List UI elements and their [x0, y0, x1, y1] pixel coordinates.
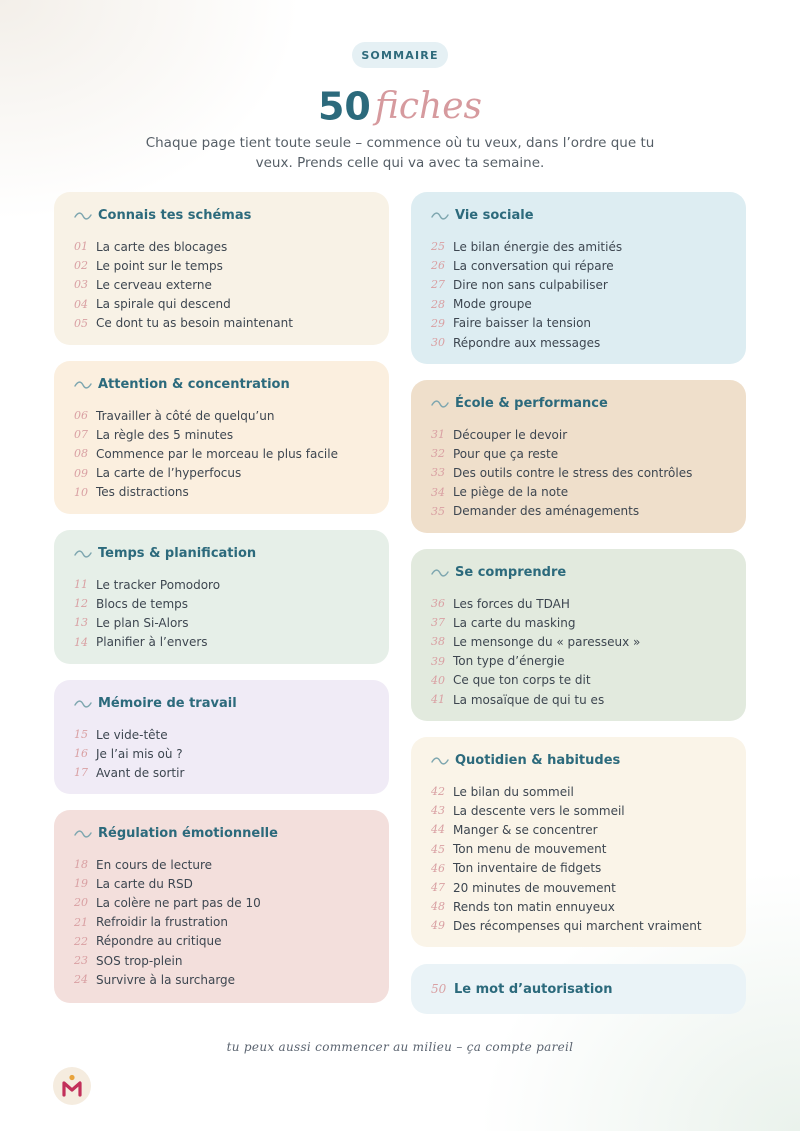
sheet-title: Répondre au critique	[96, 934, 222, 949]
sheet-title: La colère ne part pas de 10	[96, 895, 261, 910]
sheet-title: La spirale qui descend	[96, 297, 231, 312]
sheet-number: 41	[431, 693, 445, 707]
sheet-item[interactable]	[431, 502, 726, 521]
section-card-vie-sociale	[411, 192, 746, 364]
sheet-item[interactable]	[74, 594, 369, 613]
title-word: fiches	[374, 85, 483, 127]
sheet-item[interactable]	[431, 652, 726, 671]
section-card-temps-planification	[54, 530, 389, 664]
sheet-item[interactable]	[431, 632, 726, 651]
sheet-item[interactable]	[431, 237, 726, 256]
sheet-title: Mode groupe	[453, 297, 532, 312]
sheet-number: 44	[431, 823, 445, 837]
sheet-item[interactable]	[431, 275, 726, 294]
sheet-item[interactable]	[431, 314, 726, 333]
section-title: Vie sociale	[455, 208, 534, 223]
sheet-number: 30	[431, 336, 445, 350]
sheet-number: 29	[431, 316, 445, 330]
section-header	[74, 825, 369, 842]
wave-icon	[74, 829, 92, 839]
sheet-number: 43	[431, 804, 445, 818]
sheet-title: Le bilan énergie des amitiés	[453, 239, 623, 254]
sheet-title: Des récompenses qui marchent vraiment	[453, 918, 702, 933]
sheet-number: 33	[431, 466, 445, 480]
sheet-number: 11	[74, 578, 88, 592]
sheet-title: Répondre aux messages	[453, 335, 601, 350]
wave-icon	[431, 756, 449, 766]
sheet-item[interactable]	[74, 932, 369, 951]
sheet-number: 20	[74, 896, 88, 910]
sheet-item[interactable]	[74, 913, 369, 932]
section-title: Mémoire de travail	[98, 696, 237, 711]
sheet-title: Blocs de temps	[96, 596, 189, 611]
wave-icon	[431, 399, 449, 409]
sheet-title: Commence par le morceau le plus facile	[96, 446, 338, 461]
section-card-memoire-de-travail	[54, 680, 389, 794]
sheet-number: 47	[431, 881, 445, 895]
sheet-title: La règle des 5 minutes	[96, 427, 234, 442]
brand-logo	[53, 1067, 91, 1105]
sheet-title: Tes distractions	[96, 485, 189, 500]
sheet-number: 10	[74, 485, 88, 499]
sheet-title: Le cerveau externe	[96, 277, 212, 292]
section-card-attention-concentration	[54, 361, 389, 514]
sheet-number: 02	[74, 259, 88, 273]
sheet-number: 01	[74, 240, 88, 254]
sheet-number: 27	[431, 278, 445, 292]
sheet-title: La carte de l’hyperfocus	[96, 466, 242, 481]
section-title: Temps & planification	[98, 546, 257, 561]
sheet-item[interactable]	[74, 893, 369, 912]
sheet-item[interactable]	[74, 295, 369, 314]
sheet-number: 45	[431, 842, 445, 856]
sheet-title: SOS trop-plein	[96, 953, 183, 968]
sheet-title: En cours de lecture	[96, 857, 213, 872]
sheet-title: Rends ton matin ennuyeux	[453, 899, 615, 914]
sheet-title: Planifier à l’envers	[96, 635, 208, 650]
sheet-title: Faire baisser la tension	[453, 316, 592, 331]
sheet-item[interactable]	[431, 878, 726, 897]
sheet-item[interactable]	[74, 970, 369, 989]
sommaire-badge: SOMMAIRE	[352, 42, 448, 68]
footer-note: tu peux aussi commencer au milieu – ça compte pareil	[226, 1040, 574, 1054]
sheet-number: 19	[74, 877, 88, 891]
section-card-ecole-performance	[411, 380, 746, 533]
sheet-number: 25	[431, 240, 445, 254]
section-header	[74, 376, 369, 393]
sheet-title: Le piège de la note	[453, 485, 569, 500]
sheet-item[interactable]	[431, 613, 726, 632]
sheet-number: 36	[431, 597, 445, 611]
sheet-item[interactable]	[74, 237, 369, 256]
sheet-title: Ton type d’énergie	[453, 654, 565, 669]
wave-icon	[74, 380, 92, 390]
sheet-item[interactable]	[431, 671, 726, 690]
sheet-title: Manger & se concentrer	[453, 822, 598, 837]
sheet-title: Pour que ça reste	[453, 446, 559, 461]
section-header	[74, 545, 369, 562]
sheet-item[interactable]	[431, 295, 726, 314]
sheet-item[interactable]	[74, 725, 369, 744]
sheet-item[interactable]	[74, 314, 369, 333]
sheet-number: 35	[431, 504, 445, 518]
sheet-item[interactable]	[74, 855, 369, 874]
sheet-number: 14	[74, 635, 88, 649]
sheet-title: 20 minutes de mouvement	[453, 880, 616, 895]
section-card-connais-tes-schemas	[54, 192, 389, 345]
sheet-number: 23	[74, 954, 88, 968]
section-header	[431, 395, 726, 412]
sheet-number: 16	[74, 747, 88, 761]
sheet-title: La carte du masking	[453, 615, 576, 630]
section-title: Connais tes schémas	[98, 208, 252, 223]
sheet-number: 12	[74, 597, 88, 611]
sheet-title: Avant de sortir	[96, 765, 185, 780]
sheet-title: Dire non sans culpabiliser	[453, 277, 608, 292]
sheet-item[interactable]	[431, 916, 726, 935]
sheet-number: 06	[74, 409, 88, 423]
section-title: Quotidien & habitudes	[455, 753, 621, 768]
sheet-number: 48	[431, 900, 445, 914]
sheet-item[interactable]	[74, 744, 369, 763]
sheet-number: 28	[431, 297, 445, 311]
sheet-title: Ce que ton corps te dit	[453, 673, 591, 688]
wave-icon	[431, 211, 449, 221]
sheet-item[interactable]	[431, 897, 726, 916]
section-title: École & performance	[455, 396, 608, 411]
section-header	[74, 207, 369, 224]
sheet-item[interactable]	[74, 464, 369, 483]
section-title: Attention & concentration	[98, 377, 290, 392]
sheet-number: 49	[431, 919, 445, 933]
sheet-title: Les forces du TDAH	[453, 596, 570, 611]
sheet-title: Le point sur le temps	[96, 258, 223, 273]
sheet-item[interactable]	[74, 256, 369, 275]
sheet-number: 38	[431, 635, 445, 649]
wave-icon	[74, 699, 92, 709]
sheet-number: 39	[431, 654, 445, 668]
sheet-number: 09	[74, 466, 88, 480]
sheet-title: Ce dont tu as besoin maintenant	[96, 316, 293, 331]
sheet-item[interactable]	[74, 425, 369, 444]
sheet-title: Des outils contre le stress des contrôles	[453, 465, 693, 480]
sheet-item[interactable]	[431, 256, 726, 275]
section-card-se-comprendre	[411, 549, 746, 721]
sheet-item[interactable]	[431, 820, 726, 839]
sheet-title: La carte des blocages	[96, 239, 228, 254]
sheet-item[interactable]	[431, 801, 726, 820]
sheet-title: Refroidir la frustration	[96, 915, 228, 930]
sheet-item[interactable]	[431, 463, 726, 482]
sheet-title: Le vide-tête	[96, 727, 168, 742]
wave-icon	[74, 549, 92, 559]
sheet-item[interactable]	[74, 275, 369, 294]
final-card[interactable]	[411, 964, 746, 1014]
sheet-item[interactable]	[431, 333, 726, 352]
sheet-title: Découper le devoir	[453, 427, 568, 442]
section-header	[431, 207, 726, 224]
final-title: Le mot d’autorisation	[454, 981, 613, 997]
sheet-title: Ton menu de mouvement	[453, 842, 607, 857]
sheet-item[interactable]	[74, 613, 369, 632]
sheet-title: Survivre à la surcharge	[96, 972, 236, 987]
sheet-item[interactable]	[431, 840, 726, 859]
sheet-number: 17	[74, 766, 88, 780]
sheet-title: La carte du RSD	[96, 876, 193, 891]
sheet-title: Le tracker Pomodoro	[96, 577, 221, 592]
sheet-title: Le plan Si-Alors	[96, 615, 189, 630]
sheet-title: Demander des aménagements	[453, 504, 640, 519]
sheet-item[interactable]	[431, 444, 726, 463]
sheet-number: 46	[431, 861, 445, 875]
sheet-number: 07	[74, 428, 88, 442]
sheet-item[interactable]	[74, 444, 369, 463]
sheet-item[interactable]	[431, 483, 726, 502]
sheet-number: 18	[74, 858, 88, 872]
sheet-number: 31	[431, 428, 445, 442]
page-subtitle: Chaque page tient toute seule – commence où tu veux, dans l’ordre que tu veux. Prends celle qui va avec ta semaine.	[145, 135, 655, 171]
sheet-title: Le mensonge du « paresseux »	[453, 634, 641, 649]
sheet-number: 26	[431, 259, 445, 273]
section-title: Régulation émotionnelle	[98, 826, 278, 841]
sheet-item[interactable]	[74, 633, 369, 652]
sheet-number: 15	[74, 728, 88, 742]
title-number: 50	[317, 84, 371, 129]
section-card-quotidien-habitudes	[411, 737, 746, 947]
sheet-item[interactable]	[431, 594, 726, 613]
section-header	[431, 752, 726, 769]
sheet-item[interactable]	[431, 859, 726, 878]
sheet-number: 42	[431, 785, 445, 799]
sheet-number: 03	[74, 278, 88, 292]
sheet-item[interactable]	[74, 874, 369, 893]
sheet-number: 21	[74, 915, 88, 929]
sheet-number: 04	[74, 297, 88, 311]
section-title: Se comprendre	[455, 565, 567, 580]
wave-icon	[431, 568, 449, 578]
logo-m-icon	[61, 1074, 83, 1098]
wave-icon	[74, 211, 92, 221]
sheet-item[interactable]	[431, 425, 726, 444]
sheet-title: Ton inventaire de fidgets	[453, 861, 602, 876]
sheet-title: La descente vers le sommeil	[453, 803, 625, 818]
sheet-item[interactable]	[74, 763, 369, 782]
final-number: 50	[431, 982, 447, 996]
sheet-number: 08	[74, 447, 88, 461]
sheet-number: 22	[74, 934, 88, 948]
sheet-title: Le bilan du sommeil	[453, 784, 574, 799]
sheet-item[interactable]	[74, 951, 369, 970]
sheet-item[interactable]	[74, 406, 369, 425]
sheet-title: Travailler à côté de quelqu’un	[96, 408, 275, 423]
sheet-title: La conversation qui répare	[453, 258, 614, 273]
page-title	[0, 82, 800, 131]
sheet-item[interactable]	[431, 690, 726, 709]
sheet-number: 40	[431, 673, 445, 687]
sheet-number: 37	[431, 616, 445, 630]
sheet-number: 13	[74, 616, 88, 630]
sheet-item[interactable]	[431, 782, 726, 801]
sheet-title: Je l’ai mis où ?	[96, 746, 183, 761]
sheet-item[interactable]	[74, 575, 369, 594]
sheet-number: 34	[431, 485, 445, 499]
section-header	[74, 695, 369, 712]
sheet-item[interactable]	[74, 483, 369, 502]
section-header	[431, 564, 726, 581]
sheet-number: 05	[74, 316, 88, 330]
section-card-regulation-emotionnelle	[54, 810, 389, 1003]
sheet-title: La mosaïque de qui tu es	[453, 692, 605, 707]
sheet-number: 32	[431, 447, 445, 461]
sheet-number: 24	[74, 973, 88, 987]
